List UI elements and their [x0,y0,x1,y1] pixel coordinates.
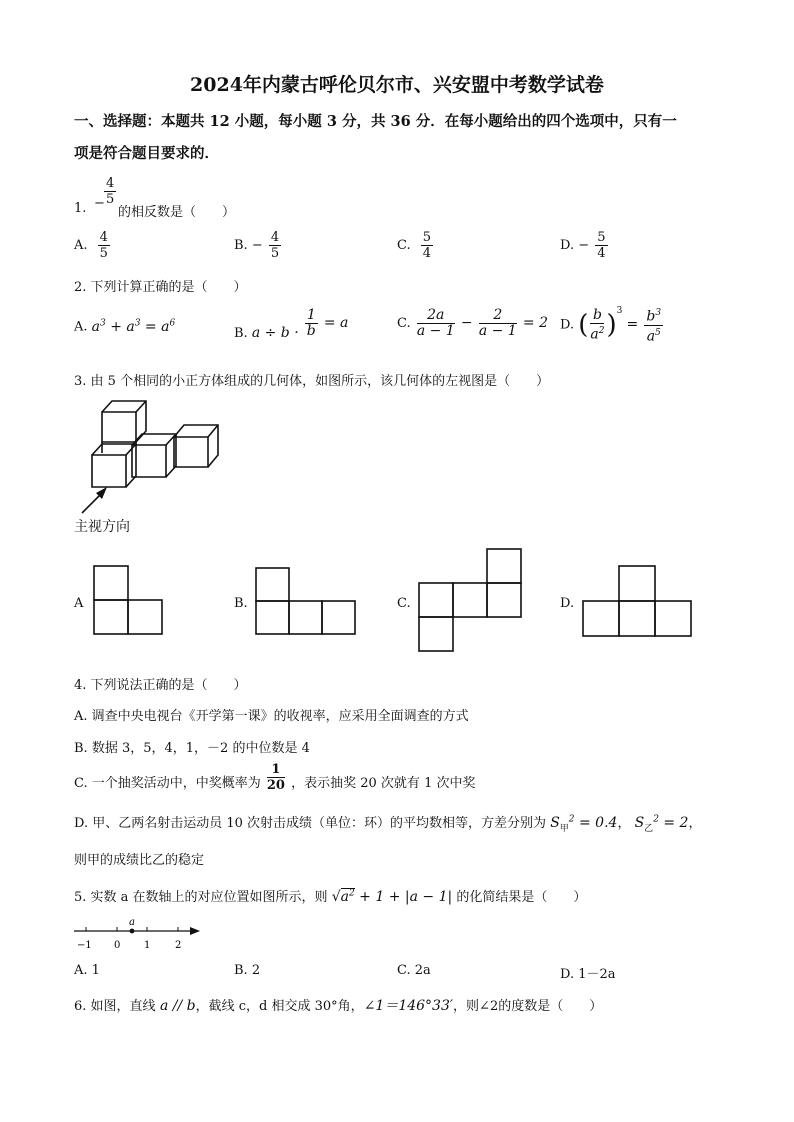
page-title: 2024年内蒙古呼伦贝尔市、兴安盟中考数学试卷 [190,74,604,96]
q3-option-a-figure[interactable] [94,566,164,636]
section-header-line2: 项是符合题目要求的． [74,145,219,162]
q5-option-a[interactable]: A. 1 [74,963,100,978]
q4-option-b[interactable]: B. 数据 3，5，4，1，－2 的中位数是 4 [74,741,310,756]
section-header-line1: 一、选择题：本题共 12 小题，每小题 3 分，共 36 分．在每小题给出的四个选项中，只有一 [74,113,677,130]
q4-option-c[interactable]: C. 一个抽奖活动中，中奖概率为 $\frac{1}{20}$ ，表示抽奖 20 次就有 1 次中奖 [74,762,476,793]
q1-option-c[interactable]: C. $\frac{5}{4}$ [397,230,432,261]
tick-label: 2 [175,940,182,951]
tick-label: −1 [77,940,92,951]
question-4: 4. 下列说法正确的是（ ） [74,678,247,693]
tick-label: 1 [144,940,151,951]
question-3: 3. 由 5 个相同的小正方体组成的几何体，如图所示，该几何体的左视图是（ ） [74,374,550,389]
q3-option-c-label[interactable]: C. [397,596,411,611]
question-5: 5. 实数 a 在数轴上的对应位置如图所示，则 $√a^2 + 1 + |a - 1|$ 的化简结果是（ ） [74,888,587,905]
q1-option-d[interactable]: D. − $\frac{5}{4}$ [560,230,606,261]
q3-option-d-label[interactable]: D. [560,596,575,611]
q3-option-b-figure[interactable] [256,568,358,636]
q4-option-d-continued: 则甲的成绩比乙的稳定 [74,853,205,868]
q1-option-a[interactable]: A. $\frac{4}{5}$ [74,230,108,261]
q1-option-b[interactable]: B. − $\frac{4}{5}$ [234,230,280,261]
question-number: 1. [74,201,87,216]
q2-option-a[interactable]: A. $a^3 + a^3 = a^6$ [74,318,176,335]
fraction: $\frac{4}{5}$ [106,176,115,207]
q2-option-c[interactable]: C. $\frac{2a}{a - 1}$ − $\frac{2}{a - 1}$ = 2 [397,307,549,339]
q3-option-a-label[interactable]: A [74,596,84,611]
q3-option-b-label[interactable]: B. [234,596,248,611]
q5-option-b[interactable]: B. 2 [234,963,261,978]
question-text: 的相反数是（ ） [118,205,236,220]
q5-option-c[interactable]: C. 2a [397,963,431,978]
tick-label: 0 [114,940,121,951]
q2-option-b[interactable]: B. a ÷ b · $\frac{1}{b}$ = a [234,307,349,341]
q5-option-d[interactable]: D. 1－2a [560,967,616,982]
cube-figure [60,395,240,525]
number-line [74,914,204,954]
q3-option-d-figure[interactable] [583,566,693,638]
point-label: a [129,917,135,928]
q3-option-c-figure[interactable] [419,549,523,653]
figure-caption: 主视方向 [74,519,130,535]
point-a [130,929,135,934]
question-6: 6. 如图，直线 a // b，截线 c，d 相交成 30°角，∠1＝146°33′，则∠2的度数是（ ） [74,998,603,1014]
question-2: 2. 下列计算正确的是（ ） [74,280,247,295]
q2-option-d[interactable]: D. ( $\frac{b}{a^2}$ )$^3$ = $\frac{b^3}{a^5}$ [560,306,662,345]
q4-option-a[interactable]: A. 调查中央电视台《开学第一课》的收视率，应采用全面调查的方式 [74,709,469,724]
q4-option-d[interactable]: D. 甲、乙两名射击运动员 10 次射击成绩（单位：环）的平均数相等，方差分别为 $S_甲^2 = 0.4$， $S_乙^2 = 2$， [74,814,702,834]
